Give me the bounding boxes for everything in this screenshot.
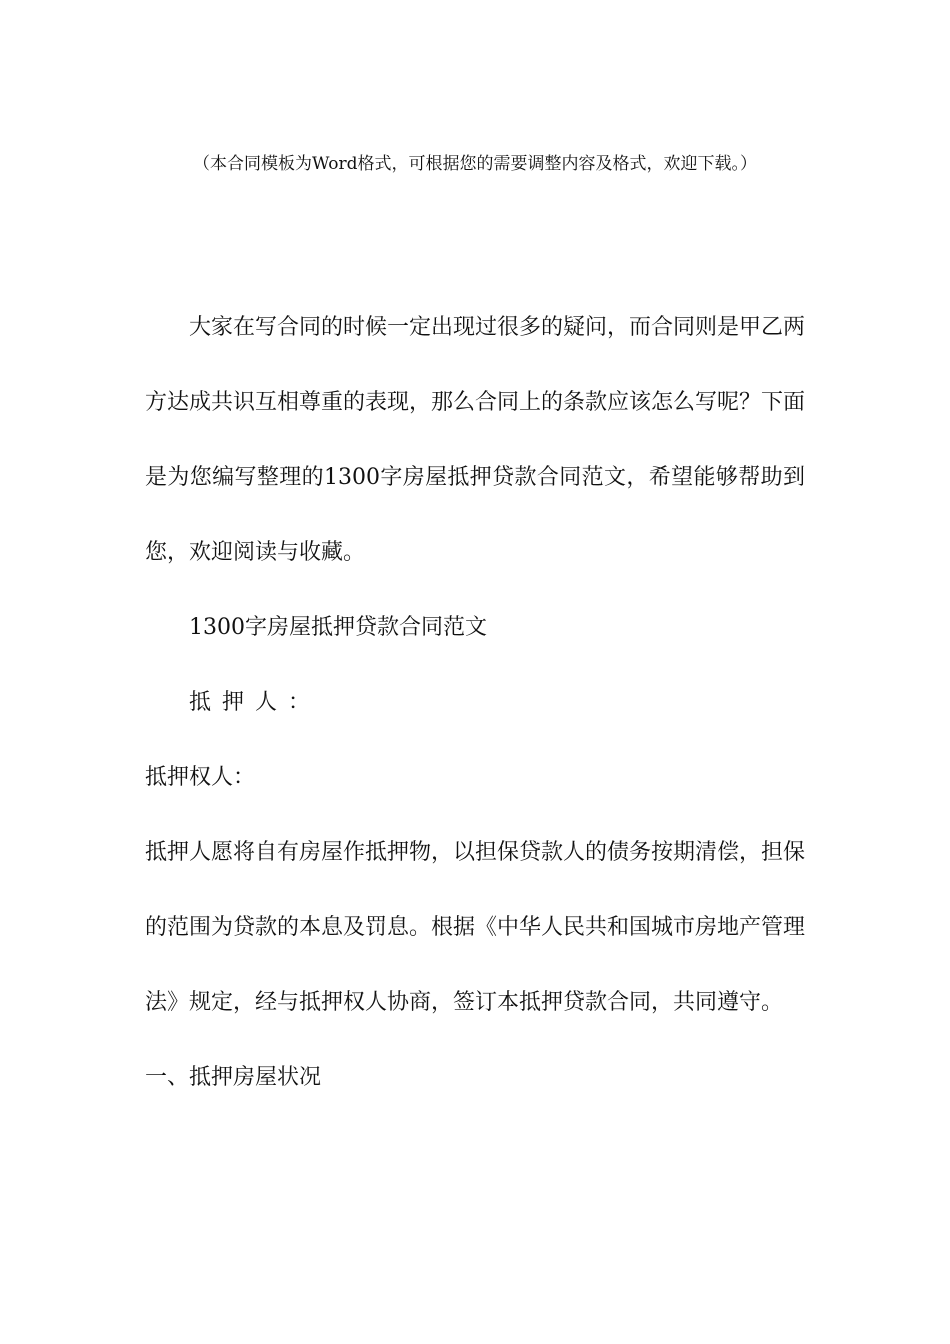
intro-paragraph: 大家在写合同的时候一定出现过很多的疑问，而合同则是甲乙两方达成共识互相尊重的表现，那么合同上的条款应该怎么写呢？下面是为您编写整理的1300字房屋抵押贷款合同范文，希望能够帮助到您，欢迎阅读与收藏。 — [145, 315, 806, 565]
document-body — [145, 290, 805, 1115]
document-title: 1300字房屋抵押贷款合同范文 — [189, 615, 487, 640]
template-note: （本合同模板为Word格式，可根据您的需要调整内容及格式，欢迎下载。） — [192, 154, 758, 174]
clause-paragraph: 抵押人愿将自有房屋作抵押物，以担保贷款人的债务按期清偿，担保的范围为贷款的本息及罚息。根据《中华人民共和国城市房地产管理法》规定，经与抵押权人协商，签订本抵押贷款合同，共同遵守。 — [145, 840, 806, 1015]
section-heading-1: 一、抵押房屋状况 — [145, 1065, 322, 1090]
mortgagor-label: 抵押人： — [189, 690, 322, 715]
mortgagee-label: 抵押权人： — [145, 765, 256, 790]
